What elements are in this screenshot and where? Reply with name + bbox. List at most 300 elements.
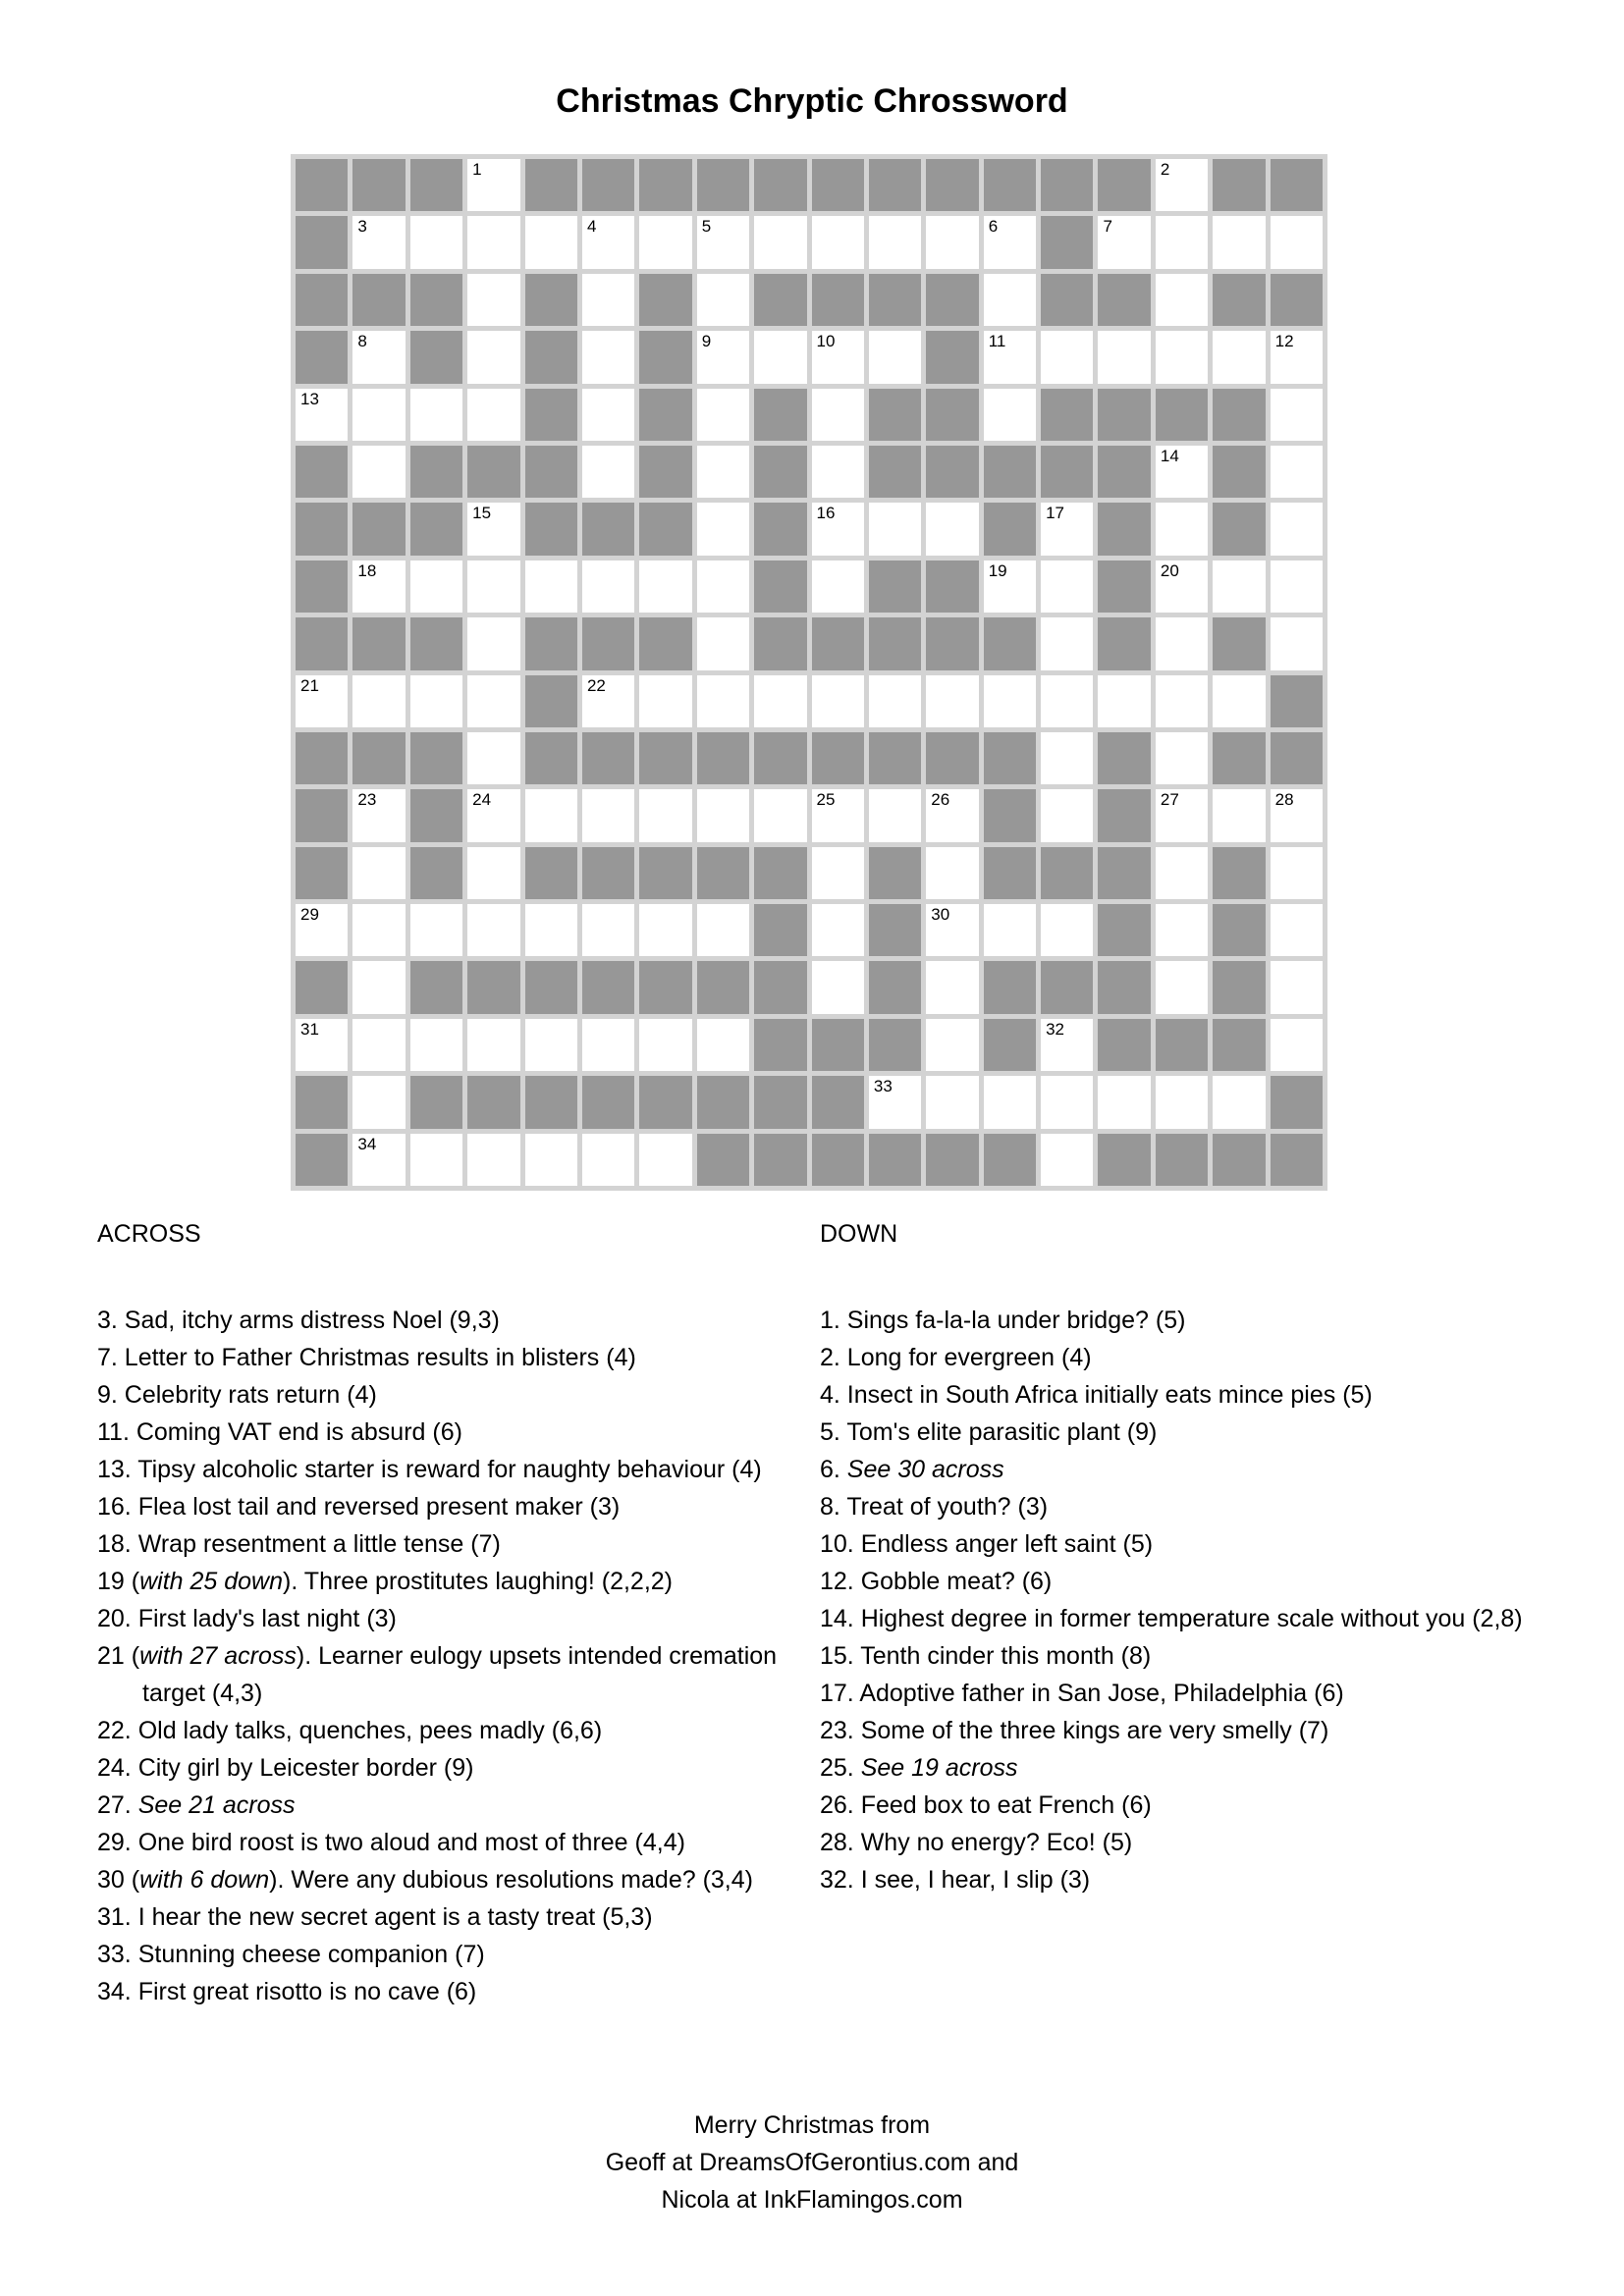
grid-block [1271,159,1323,211]
grid-cell[interactable] [1213,675,1265,727]
grid-cell[interactable] [1271,1019,1323,1071]
grid-block [467,446,519,498]
grid-block [869,1019,921,1071]
grid-cell[interactable] [1271,389,1323,441]
grid-cell[interactable] [869,331,921,383]
across-clue [97,1861,780,1898]
grid-cell[interactable] [352,446,405,498]
grid-cell[interactable] [1213,1076,1265,1128]
across-clues-section [97,1215,780,2010]
grid-block [754,274,806,326]
clue-number: 24 [472,790,492,810]
grid-cell[interactable] [1156,617,1208,669]
grid-block [984,503,1036,555]
grid-cell[interactable] [1156,331,1208,383]
grid-cell[interactable] [582,1134,634,1186]
clue-number: 26 [931,790,950,810]
grid-cell[interactable] [1041,732,1093,784]
grid-cell[interactable] [1098,675,1150,727]
across-header: ACROSS [97,1220,201,1248]
grid-block [1041,961,1093,1013]
clue-text: 17. Adoptive father in San Jose, Philadelphia (6) [820,1680,1344,1707]
clue-text: 2. Long for evergreen (4) [820,1344,1092,1371]
page-title: Christmas Chryptic Chrossword [556,82,1068,120]
grid-block [812,1076,864,1128]
grid-cell[interactable] [1156,675,1208,727]
grid-cell[interactable] [296,389,348,441]
clue-text: 4. Insect in South Africa initially eats mince pies (5) [820,1381,1373,1409]
grid-cell[interactable] [754,675,806,727]
grid-cell[interactable] [467,561,519,613]
grid-cell[interactable] [697,331,749,383]
grid-cell[interactable] [697,274,749,326]
grid-cell[interactable] [352,389,405,441]
grid-block [1271,1076,1323,1128]
grid-cell[interactable] [467,675,519,727]
grid-cell[interactable] [1098,1076,1150,1128]
grid-block [1098,732,1150,784]
grid-cell[interactable] [812,904,864,956]
grid-block [639,732,691,784]
grid-cell[interactable] [1041,617,1093,669]
grid-cell[interactable] [812,389,864,441]
grid-cell[interactable] [984,675,1036,727]
grid-block [1098,389,1150,441]
grid-cell[interactable] [410,561,462,613]
grid-block [812,617,864,669]
grid-cell[interactable] [467,274,519,326]
grid-cell[interactable] [582,789,634,841]
grid-cell[interactable] [812,331,864,383]
grid-cell[interactable] [582,561,634,613]
grid-cell[interactable] [582,389,634,441]
grid-cell[interactable] [697,1019,749,1071]
grid-block [1098,446,1150,498]
grid-cell[interactable] [410,216,462,268]
grid-block [1213,1134,1265,1186]
grid-block [1213,389,1265,441]
grid-cell[interactable] [926,847,978,899]
grid-cell[interactable] [984,561,1036,613]
grid-block [869,847,921,899]
grid-block [410,503,462,555]
grid-cell[interactable] [467,617,519,669]
grid-cell[interactable] [352,904,405,956]
grid-block [984,617,1036,669]
grid-cell[interactable] [1156,159,1208,211]
across-clue [97,1414,780,1451]
grid-cell[interactable] [1271,617,1323,669]
grid-cell[interactable] [812,561,864,613]
grid-cell[interactable] [296,675,348,727]
grid-block [1213,274,1265,326]
grid-block [926,274,978,326]
grid-block [296,617,348,669]
grid-cell[interactable] [352,216,405,268]
clue-text: 32. I see, I hear, I slip (3) [820,1866,1091,1894]
grid-cell[interactable] [984,389,1036,441]
grid-block [697,961,749,1013]
grid-cell[interactable] [467,1019,519,1071]
grid-block [1271,1134,1323,1186]
grid-cell[interactable] [812,503,864,555]
clue-text: 12. Gobble meat? (6) [820,1568,1053,1595]
grid-cell[interactable] [812,847,864,899]
grid-cell[interactable] [352,847,405,899]
grid-cell[interactable] [1041,904,1093,956]
grid-block [1156,389,1208,441]
grid-cell[interactable] [525,1019,577,1071]
grid-cell[interactable] [296,904,348,956]
clue-text: 8. Treat of youth? (3) [820,1493,1049,1521]
grid-cell[interactable] [1271,446,1323,498]
clue-number: 6 [988,217,999,237]
grid-cell[interactable] [467,847,519,899]
across-clue [97,1525,780,1563]
grid-block [582,503,634,555]
grid-cell[interactable] [812,961,864,1013]
grid-cell[interactable] [296,1019,348,1071]
grid-cell[interactable] [1156,216,1208,268]
clue-text: with 25 down [139,1568,284,1595]
grid-block [869,961,921,1013]
grid-block [754,904,806,956]
down-header: DOWN [820,1220,898,1248]
clue-number: 16 [816,504,836,523]
across-clue [97,1824,780,1861]
grid-cell[interactable] [525,561,577,613]
grid-cell[interactable] [467,331,519,383]
grid-cell[interactable] [467,159,519,211]
grid-block [754,389,806,441]
grid-block [926,331,978,383]
grid-block [296,732,348,784]
grid-block [926,389,978,441]
grid-cell[interactable] [639,1134,691,1186]
grid-block [1156,1019,1208,1071]
grid-cell[interactable] [869,675,921,727]
grid-cell[interactable] [410,904,462,956]
grid-cell[interactable] [582,446,634,498]
grid-block [582,1076,634,1128]
grid-block [582,159,634,211]
grid-block [296,503,348,555]
grid-block [1213,1019,1265,1071]
clue-text: 13. Tipsy alcoholic starter is reward for naughty behaviour (4) [97,1456,762,1483]
grid-block [754,503,806,555]
grid-cell[interactable] [1156,274,1208,326]
grid-cell[interactable] [926,1076,978,1128]
grid-cell[interactable] [639,789,691,841]
grid-block [1271,732,1323,784]
clue-text: See 30 across [846,1456,1004,1483]
grid-cell[interactable] [1271,331,1323,383]
grid-cell[interactable] [1041,1134,1093,1186]
clue-text: 16. Flea lost tail and reversed present maker (3) [97,1493,621,1521]
grid-cell[interactable] [467,389,519,441]
grid-block [869,389,921,441]
grid-block [582,617,634,669]
grid-cell[interactable] [352,789,405,841]
clue-text: 31. I hear the new secret agent is a tasty treat (5,3) [97,1903,653,1931]
grid-cell[interactable] [1271,847,1323,899]
grid-cell[interactable] [754,216,806,268]
grid-cell[interactable] [639,561,691,613]
grid-block [525,503,577,555]
grid-block [869,561,921,613]
grid-cell[interactable] [697,904,749,956]
grid-cell[interactable] [984,1076,1036,1128]
clue-text: 5. Tom's elite parasitic plant (9) [820,1418,1158,1446]
grid-block [926,617,978,669]
grid-block [984,732,1036,784]
grid-cell[interactable] [984,331,1036,383]
grid-block [525,732,577,784]
grid-cell[interactable] [1271,216,1323,268]
grid-block [1213,159,1265,211]
clue-number: 3 [357,217,367,237]
grid-block [1213,904,1265,956]
clue-text: 1. Sings fa-la-la under bridge? (5) [820,1307,1186,1334]
grid-cell[interactable] [697,617,749,669]
grid-block [410,789,462,841]
grid-cell[interactable] [812,216,864,268]
grid-cell[interactable] [926,675,978,727]
grid-cell[interactable] [697,503,749,555]
across-clue [97,1712,780,1749]
grid-cell[interactable] [410,389,462,441]
grid-cell[interactable] [525,789,577,841]
clue-number: 22 [586,675,606,695]
grid-block [639,503,691,555]
grid-cell[interactable] [525,1134,577,1186]
grid-cell[interactable] [869,503,921,555]
grid-cell[interactable] [697,561,749,613]
grid-block [525,617,577,669]
clue-number: 18 [357,561,377,580]
footer-credits [0,2107,1624,2218]
grid-cell[interactable] [467,1134,519,1186]
grid-cell[interactable] [582,331,634,383]
grid-cell[interactable] [1271,561,1323,613]
grid-block [296,274,348,326]
grid-cell[interactable] [1041,1019,1093,1071]
grid-cell[interactable] [467,732,519,784]
clue-text: 28. Why no energy? Eco! (5) [820,1829,1133,1856]
grid-block [1098,1019,1150,1071]
grid-cell[interactable] [1271,789,1323,841]
grid-cell[interactable] [697,675,749,727]
grid-cell[interactable] [410,1134,462,1186]
grid-cell[interactable] [352,561,405,613]
grid-block [410,732,462,784]
across-clue [97,1376,780,1414]
grid-block [1041,216,1093,268]
grid-cell[interactable] [1271,503,1323,555]
grid-cell[interactable] [467,216,519,268]
grid-cell[interactable] [926,961,978,1013]
grid-cell[interactable] [1041,561,1093,613]
grid-cell[interactable] [410,675,462,727]
clue-number: 14 [1160,446,1179,465]
grid-cell[interactable] [1213,331,1265,383]
grid-cell[interactable] [1156,961,1208,1013]
grid-cell[interactable] [1271,961,1323,1013]
grid-cell[interactable] [525,904,577,956]
grid-cell[interactable] [352,331,405,383]
grid-block [754,446,806,498]
across-clue [97,1563,780,1600]
grid-cell[interactable] [1098,216,1150,268]
grid-block [812,1019,864,1071]
grid-cell[interactable] [525,216,577,268]
grid-block [296,446,348,498]
grid-cell[interactable] [926,216,978,268]
grid-cell[interactable] [984,274,1036,326]
grid-block [697,1134,749,1186]
grid-cell[interactable] [639,904,691,956]
grid-block [1041,847,1093,899]
clue-number: 21 [300,675,319,695]
grid-block [984,1019,1036,1071]
grid-cell[interactable] [812,789,864,841]
grid-cell[interactable] [1041,789,1093,841]
grid-cell[interactable] [639,1019,691,1071]
down-clue [820,1302,1546,1339]
clue-text: 33. Stunning cheese companion (7) [97,1941,485,1968]
grid-cell[interactable] [1041,675,1093,727]
grid-cell[interactable] [697,789,749,841]
grid-cell[interactable] [582,1019,634,1071]
grid-block [525,1076,577,1128]
clue-text: 6. [820,1456,847,1483]
grid-cell[interactable] [926,904,978,956]
clue-number: 11 [988,332,1006,351]
grid-block [1213,847,1265,899]
clue-number: 1 [472,160,482,179]
down-clue [820,1824,1546,1861]
grid-block [926,732,978,784]
grid-cell[interactable] [926,503,978,555]
across-clue [97,1600,780,1637]
grid-cell[interactable] [352,961,405,1013]
grid-cell[interactable] [1041,503,1093,555]
grid-block [296,561,348,613]
grid-cell[interactable] [467,503,519,555]
grid-cell[interactable] [1156,789,1208,841]
grid-cell[interactable] [1156,732,1208,784]
grid-block [1213,732,1265,784]
grid-cell[interactable] [697,216,749,268]
grid-block [697,732,749,784]
grid-block [296,216,348,268]
grid-cell[interactable] [1156,1076,1208,1128]
clue-number: 7 [1103,217,1112,237]
grid-cell[interactable] [1156,503,1208,555]
grid-cell[interactable] [582,904,634,956]
grid-cell[interactable] [1098,331,1150,383]
grid-cell[interactable] [1156,847,1208,899]
clue-number: 8 [357,332,367,351]
clue-text: 9. Celebrity rats return (4) [97,1381,377,1409]
grid-cell[interactable] [869,789,921,841]
clue-number: 12 [1274,332,1294,351]
grid-cell[interactable] [754,789,806,841]
grid-block [869,159,921,211]
grid-cell[interactable] [1041,331,1093,383]
grid-cell[interactable] [1156,904,1208,956]
across-clue [97,1787,780,1824]
down-clue [820,1451,1546,1488]
grid-block [1271,274,1323,326]
grid-cell[interactable] [582,675,634,727]
grid-block [984,847,1036,899]
grid-block [296,1134,348,1186]
grid-block [525,847,577,899]
grid-block [582,732,634,784]
grid-block [639,274,691,326]
grid-cell[interactable] [869,1076,921,1128]
grid-cell[interactable] [639,216,691,268]
grid-cell[interactable] [352,1076,405,1128]
grid-cell[interactable] [352,1019,405,1071]
grid-cell[interactable] [697,389,749,441]
grid-block [812,274,864,326]
grid-cell[interactable] [467,789,519,841]
grid-block [984,159,1036,211]
grid-cell[interactable] [869,216,921,268]
grid-cell[interactable] [926,1019,978,1071]
grid-block [926,1134,978,1186]
grid-cell[interactable] [1156,561,1208,613]
grid-cell[interactable] [812,446,864,498]
grid-cell[interactable] [984,904,1036,956]
clue-number: 32 [1046,1019,1064,1039]
clue-text: 14. Highest degree in former temperature scale without you (2,8) [820,1605,1523,1632]
grid-block [410,159,462,211]
grid-cell[interactable] [1213,789,1265,841]
grid-cell[interactable] [697,446,749,498]
grid-cell[interactable] [1156,446,1208,498]
grid-cell[interactable] [926,789,978,841]
grid-cell[interactable] [812,675,864,727]
grid-cell[interactable] [639,675,691,727]
grid-cell[interactable] [582,274,634,326]
grid-cell[interactable] [352,1134,405,1186]
grid-cell[interactable] [754,331,806,383]
grid-cell[interactable] [1213,216,1265,268]
grid-cell[interactable] [410,1019,462,1071]
grid-cell[interactable] [1271,904,1323,956]
clue-number: 34 [357,1134,377,1153]
grid-cell[interactable] [467,904,519,956]
grid-cell[interactable] [1041,1076,1093,1128]
across-clue [97,1339,780,1376]
clue-number: 13 [300,389,319,408]
grid-cell[interactable] [984,216,1036,268]
clue-number: 29 [300,905,319,925]
grid-cell[interactable] [582,216,634,268]
clue-text: ). Were any dubious resolutions made? (3,4) [269,1866,753,1894]
grid-cell[interactable] [352,675,405,727]
grid-block [697,847,749,899]
clue-text: 3. Sad, itchy arms distress Noel (9,3) [97,1307,500,1334]
grid-cell[interactable] [1213,561,1265,613]
grid-block [296,961,348,1013]
clue-number: 17 [1046,504,1064,523]
down-clue [820,1712,1546,1749]
grid-block [1098,961,1150,1013]
